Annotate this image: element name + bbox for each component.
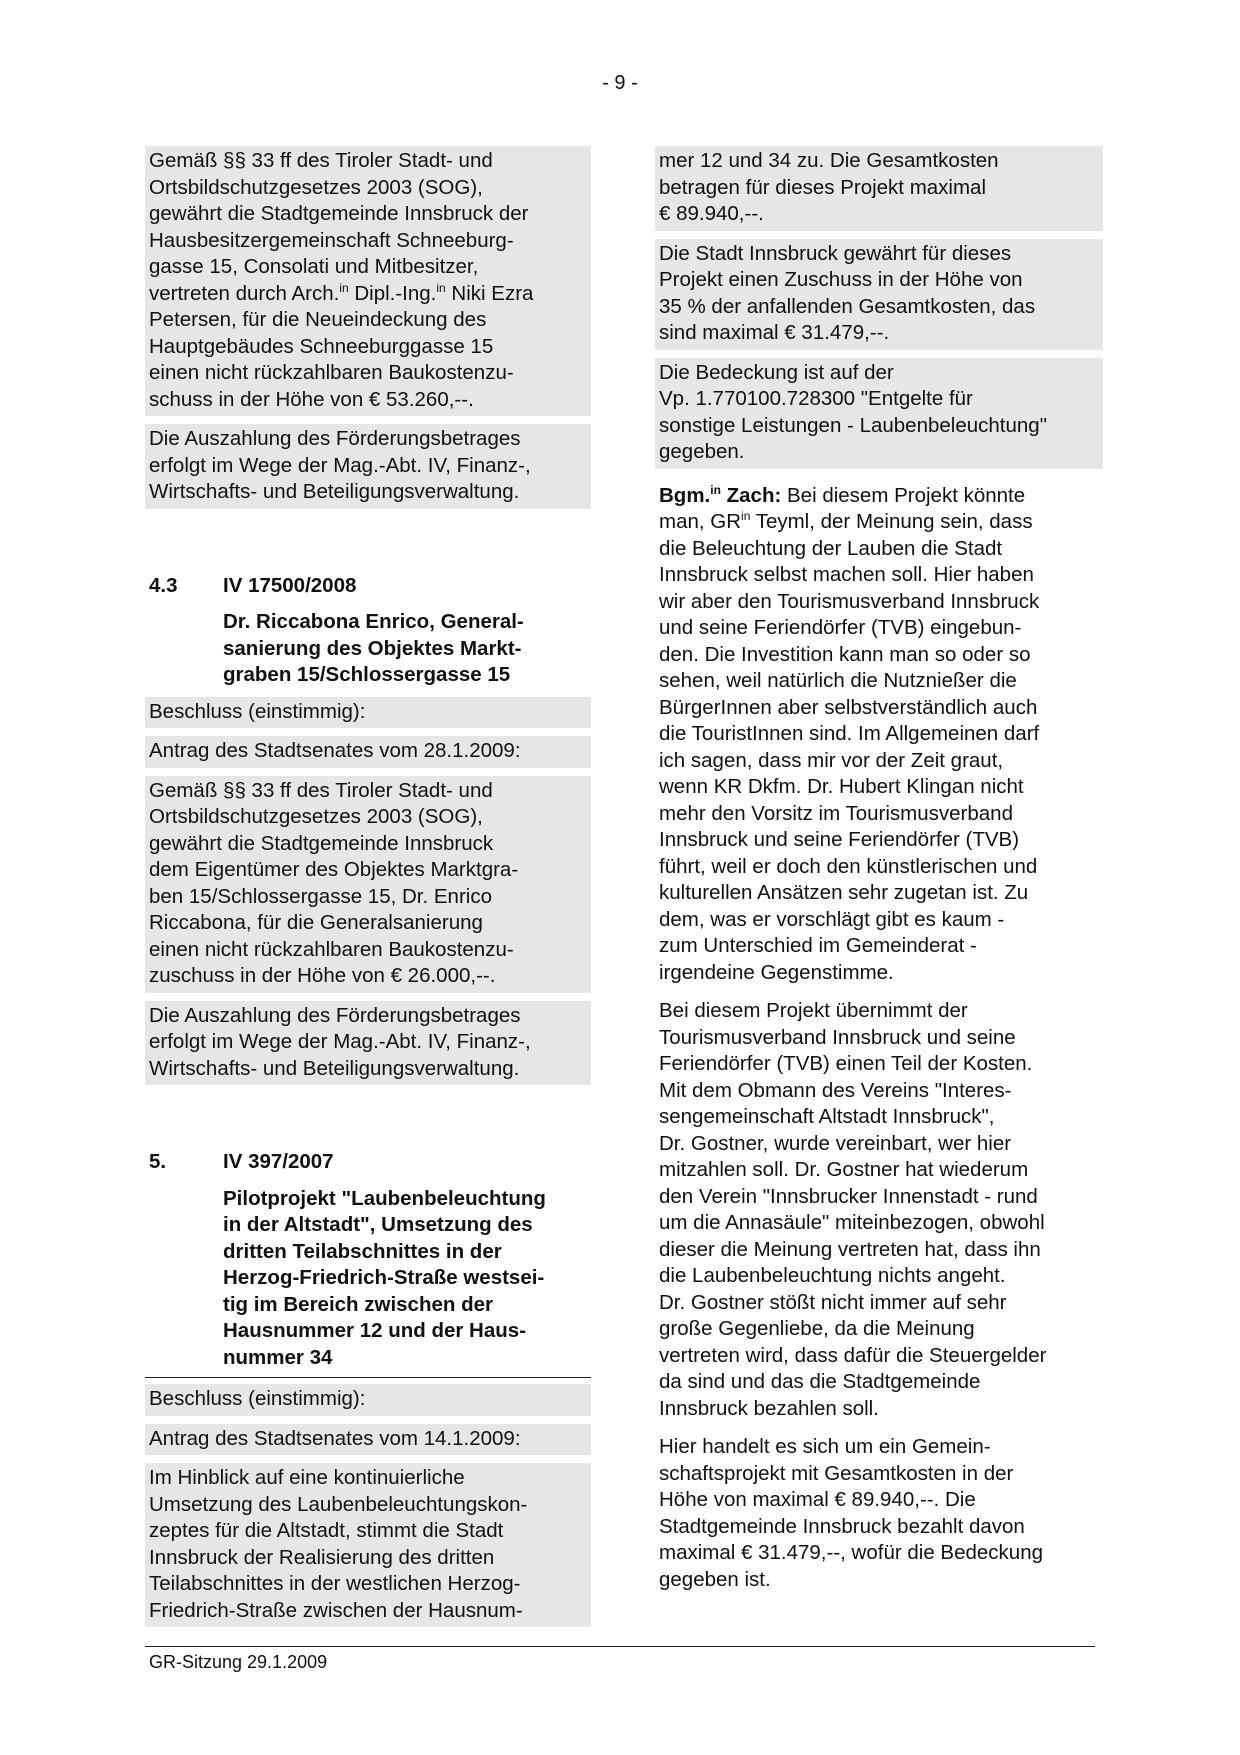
section-number: 5. — [149, 1150, 167, 1173]
resolution-label: Beschluss (einstimmig): — [145, 697, 591, 729]
section-reference: IV 17500/2008 — [223, 573, 357, 597]
laubenbeleuchtung-text: Im Hinblick auf eine kontinuierliche Umsetzung des Laubenbeleuchtungskon- zeptes für die Altstadt, stimmt die Stadt Innsbruck der Realisierung des dritten Teilabschnittes in der westlichen Herzog- Friedrich-Straße zwischen der Hausnum- — [145, 1463, 591, 1627]
speaker-label: Bgm.$^{in}$ Zach: — [659, 482, 782, 507]
payout-text-2: Die Auszahlung des Förderungsbetrages erfolgt im Wege der Mag.-Abt. IV, Finanz-, Wirtschafts- und Beteiligungsverwaltung. — [145, 1001, 591, 1086]
footer-rule — [145, 1646, 1095, 1647]
page-number: - 9 - — [602, 72, 638, 94]
motion-label: Antrag des Stadtsenates vom 14.1.2009: — [145, 1424, 591, 1456]
speech-paragraph-3: Hier handelt es sich um ein Gemein- schaftsprojekt mit Gesamtkosten in der Höhe von maximal € 89.940,--. Die Stadtgemeinde Innsbruck bezahlt davon maximal € 31.479,--, wofür die Bedeckung gegeben ist. — [659, 1435, 1044, 1591]
footer-text: GR-Sitzung 29.1.2009 — [149, 1652, 328, 1672]
speech-paragraph-2: Bei diesem Projekt übernimmt der Tourismusverband Innsbruck und seine Feriendörfer (TVB) einen Teil der Kosten. Mit dem Obmann des Vereins "Interes- sengemeinschaft Altstadt Innsbruck", Dr. Gostner, wurde vereinbart, wer hier mitzahlen soll. Dr. Gostner hat wiederum den Verein "Innsbrucker Innenstadt - rund um die Annasäule" miteinbezogen, obwohl dieser die Meinung vertreten hat, dass ihn die Laubenbeleuchtung nichts angeht. Dr. Gostner stößt nicht immer auf sehr große Gegenliebe, da die Meinung vertreten wird, dass dafür die Steuergelder da sind und das die Stadtgemeinde Innsbruck bezahlen soll. — [659, 999, 1047, 1420]
section-5-subject: Pilotprojekt "Laubenbeleuchtung in der Altstadt", Umsetzung des dritten Teilabschnittes in der Herzog-Friedrich-Straße westsei- tig im Bereich zwischen der Hausnummer 12 und der Haus- nummer 34 — [223, 1186, 546, 1369]
right-column — [655, 146, 1103, 1605]
left-column — [145, 146, 591, 1627]
motion-label: Antrag des Stadtsenates vom 28.1.2009: — [145, 736, 591, 768]
section-4-3-subject: Dr. Riccabona Enrico, General- sanierung des Objektes Markt- graben 15/Schlossergasse 15 — [223, 610, 524, 686]
superscript-in: in — [339, 280, 349, 295]
section-4-3-heading — [149, 573, 591, 600]
section-reference: IV 397/2007 — [223, 1150, 334, 1173]
grant-text-part1: Gemäß §§ 33 ff des Tiroler Stadt- und Ortsbildschutzgesetzes 2003 (SOG), gewährt die Stadtgemeinde Innsbruck der Hausbesitzergemeinschaft Schneeburg- gasse 15, Consolati und Mitbesitzer, — [149, 149, 529, 278]
coverage-text: Die Bedeckung ist auf der Vp. 1.770100.728300 "Entgelte für sonstige Leistungen - Laubenbeleuchtung" gegeben. — [655, 358, 1103, 469]
grant-text-part2: Petersen, für die Neueindeckung des Hauptgebäudes Schneeburggasse 15 einen nicht rückzahlbaren Baukostenzu- schuss in der Höhe von € 53.260,--. — [149, 308, 514, 411]
payout-text-1: Die Auszahlung des Förderungsbetrages erfolgt im Wege der Mag.-Abt. IV, Finanz-, Wirtschafts- und Beteiligungsverwaltung. — [145, 424, 591, 509]
cost-text: mer 12 und 34 zu. Die Gesamtkosten betragen für dieses Projekt maximal € 89.940,--. — [655, 146, 1103, 231]
grant-text-arch: vertreten durch Arch. — [149, 281, 340, 305]
speech-zach: Bgm.$^{in}$ Zach: Bei diesem Projekt könnte man, $GR^{in}$ Teyml, der Meinung sein, dass die Beleuchtung der Lauben die Stadt Innsbruck selbst machen soll. Hier haben wir aber den Tourismusverband Innsbruck und seine Feriendörfer (TVB) eingebun- den. Die Investition kann man so oder so sehen, weil natürlich die Nutznießer die BürgerInnen aber selbstverständlich auch die TouristInnen sind. Im Allgemeinen darf ich sagen, dass mir vor der Zeit graut, wenn KR Dkfm. Dr. Hubert Klingan nicht mehr den Vorsitz im Tourismusverband Innsbruck und seine Feriendörfer (TVB) führt, weil er doch den künstlerischen und kulturellen Ansätzen sehr zugetan ist. Zu dem, was er vorschlägt gibt es kaum - zum Unterschied im Gemeinderat - irgendeine Gegenstimme. — [659, 482, 1040, 984]
grant-text-riccabona: Gemäß §§ 33 ff des Tiroler Stadt- und Ortsbildschutzgesetzes 2003 (SOG), gewährt die Stadtgemeinde Innsbruck dem Eigentümer des Objektes Marktgra- ben 15/Schlossergasse 15, Dr. Enrico Riccabona, für die Generalsanierung einen nicht rückzahlbaren Baukostenzu- zuschuss in der Höhe von € 26.000,--. — [145, 776, 591, 993]
subsidy-text: Die Stadt Innsbruck gewährt für dieses Projekt einen Zuschuss in der Höhe von 35 % der anfallenden Gesamtkosten, das sind maximal € 31.479,--. — [655, 239, 1103, 350]
section-5-heading — [149, 1149, 591, 1176]
grant-text-schneeburggasse — [145, 146, 591, 416]
resolution-label: Beschluss (einstimmig): — [145, 1384, 591, 1416]
grant-text-dipl: Dipl.-Ing. — [348, 281, 437, 305]
grant-text-name: Niki Ezra — [445, 281, 534, 305]
superscript-in: in — [436, 280, 446, 295]
section-number: 4.3 — [149, 573, 178, 597]
